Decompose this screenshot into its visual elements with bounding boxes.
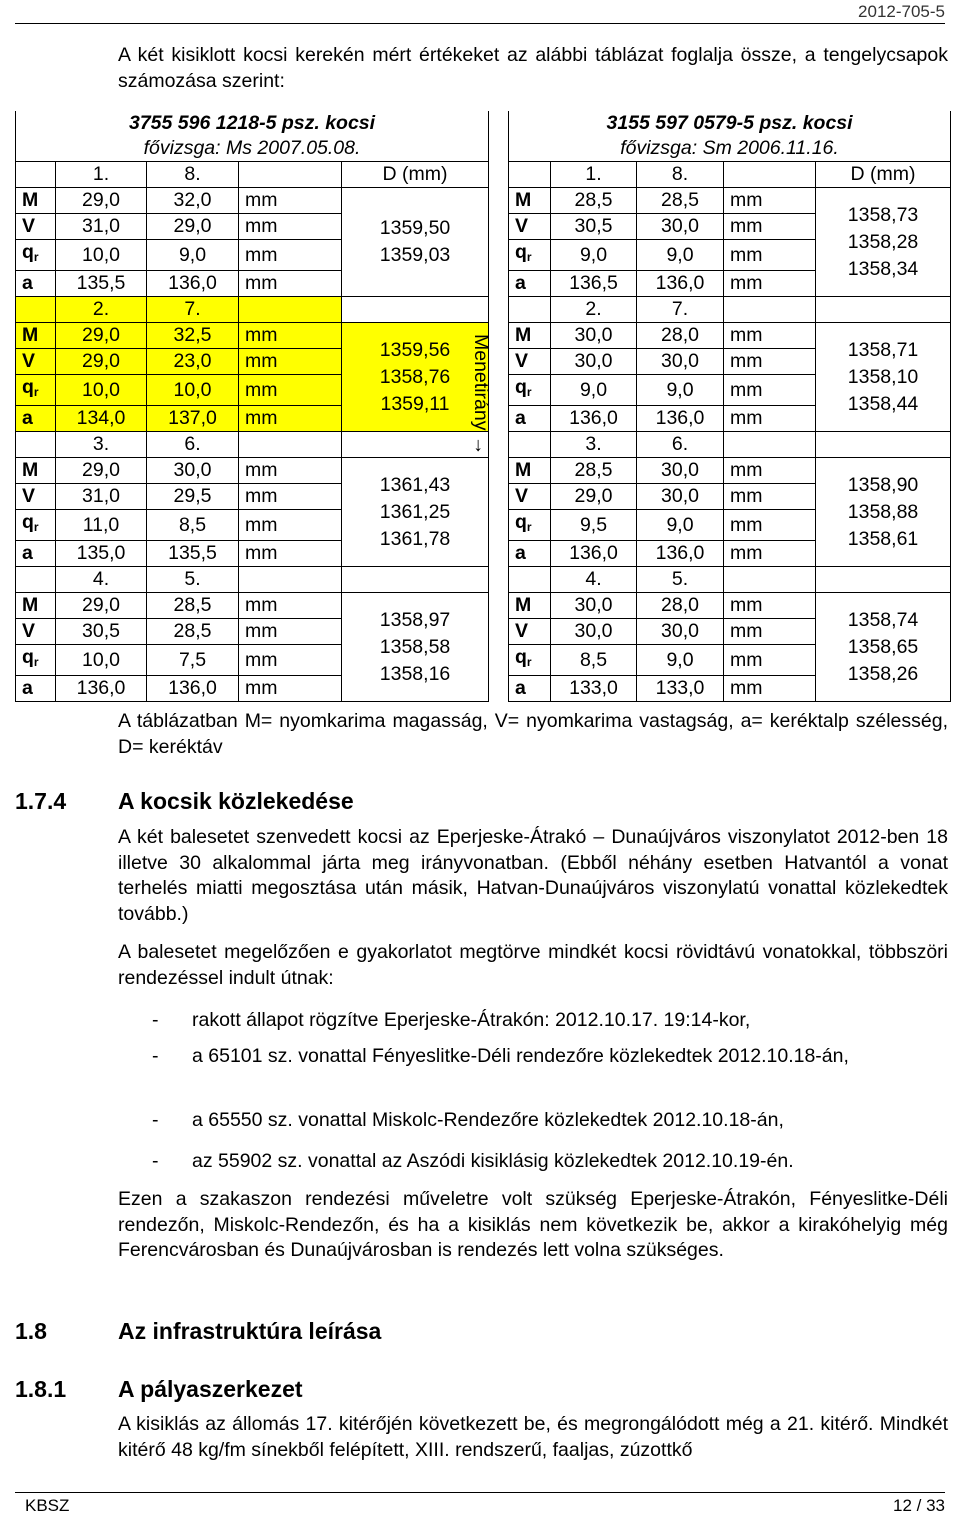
unit-cell: mm	[724, 323, 816, 349]
unit-cell: mm	[724, 271, 816, 297]
value-cell: 133,0	[551, 676, 637, 702]
value-cell: 136,5	[551, 271, 637, 297]
wheel-distance-value: 1359,11	[380, 392, 450, 415]
value-cell: 9,5	[551, 510, 637, 541]
table-row	[16, 593, 489, 619]
row-label: $q_r$	[509, 645, 551, 676]
value-cell: 28,5	[637, 188, 724, 214]
unit-cell: mm	[724, 645, 816, 676]
axle-header-blank	[816, 567, 951, 593]
row-label: V	[509, 349, 551, 375]
row-label: V	[16, 349, 56, 375]
axle-number: 1.	[56, 162, 147, 188]
unit-cell: mm	[724, 619, 816, 645]
subscript: r	[33, 520, 39, 534]
row-label: M	[16, 188, 56, 214]
axle-header-blank	[509, 297, 551, 323]
unit-cell: mm	[239, 484, 342, 510]
page-number: 12 / 33	[893, 1496, 945, 1515]
axle-header-blank	[342, 567, 489, 593]
section-1-7-4-title: A kocsik közlekedése	[118, 788, 354, 814]
table-title: 3755 596 1218-5 psz. kocsi	[16, 111, 489, 136]
subscript: r	[33, 655, 39, 669]
axle-header-blank	[16, 162, 56, 188]
unit-cell: mm	[724, 375, 816, 406]
row-label: V	[16, 214, 56, 240]
table-row	[509, 323, 951, 349]
axle-header-blank	[239, 567, 342, 593]
value-cell: 29,0	[56, 323, 147, 349]
value-cell: 10,0	[56, 375, 147, 406]
row-label: V	[509, 619, 551, 645]
row-label: $q_r$	[509, 510, 551, 541]
value-cell: 9,0	[637, 375, 724, 406]
wheel-distance-value: 1358,90	[847, 473, 919, 496]
value-cell: 30,0	[637, 619, 724, 645]
unit-cell: mm	[239, 214, 342, 240]
value-cell: 23,0	[147, 349, 239, 375]
value-cell: 30,0	[551, 323, 637, 349]
value-cell: 29,0	[56, 188, 147, 214]
wheel-distance-cell	[342, 188, 489, 297]
value-cell: 136,0	[147, 271, 239, 297]
axle-number: 2.	[56, 297, 147, 323]
unit-cell: mm	[724, 240, 816, 271]
value-cell: 135,0	[56, 541, 147, 567]
unit-cell: mm	[724, 188, 816, 214]
wheel-distance-value: 1359,56	[379, 338, 451, 361]
value-cell: 30,0	[551, 619, 637, 645]
axle-header-blank	[724, 297, 816, 323]
right-wheel-table	[508, 111, 951, 702]
row-label: V	[16, 619, 56, 645]
value-cell: 9,0	[637, 510, 724, 541]
row-label: V	[16, 484, 56, 510]
d-header: D (mm)	[342, 162, 489, 188]
value-cell: 30,0	[637, 214, 724, 240]
value-cell: 9,0	[637, 645, 724, 676]
value-cell: 136,0	[551, 406, 637, 432]
direction-label: Menetirány →	[470, 334, 492, 456]
value-cell: 9,0	[637, 240, 724, 271]
value-cell: 8,5	[147, 510, 239, 541]
row-label: a	[509, 676, 551, 702]
bullet-item: - rakott állapot rögzítve Eperjeske-Átrakón: 2012.10.17. 19:14-kor,	[152, 1009, 751, 1031]
value-cell: 30,0	[551, 349, 637, 375]
wheel-distance-cell	[816, 458, 951, 567]
section-1-7-4-paragraph-2: A balesetet megelőzően e gyakorlatot megtörve mindkét kocsi rövidtávú vonatokkal, többszöri rendezéssel indult útnak:	[118, 941, 948, 989]
axle-number: 5.	[637, 567, 724, 593]
value-cell: 136,0	[147, 676, 239, 702]
wheel-distance-value: 1358,73	[847, 203, 919, 226]
section-1-7-4-paragraph-1: A két balesetet szenvedett kocsi az Eperjeske-Átrakó – Dunaújváros viszonylatot 2012-ben 18 illetve 30 alkalommal járta meg irányvonatban. (Ebből néhány esetben Hatvantól a vonat terhelés miatti megosztása után másik, Hatvan-Dunaújváros viszonylatú vonattal közlekedtek tovább.)	[118, 826, 948, 925]
value-cell: 136,0	[56, 676, 147, 702]
row-label: a	[16, 271, 56, 297]
axle-number: 4.	[56, 567, 147, 593]
wheel-distance-value: 1358,26	[847, 662, 919, 685]
value-cell: 30,0	[551, 593, 637, 619]
value-cell: 10,0	[56, 645, 147, 676]
row-label: M	[509, 593, 551, 619]
section-1-8-number: 1.8	[15, 1318, 47, 1344]
unit-cell: mm	[724, 484, 816, 510]
axle-header-blank	[342, 297, 489, 323]
axle-number: 7.	[637, 297, 724, 323]
unit-cell: mm	[239, 541, 342, 567]
footer-rule	[15, 1492, 945, 1493]
value-cell: 30,5	[56, 619, 147, 645]
value-cell: 136,0	[637, 541, 724, 567]
value-cell: 29,0	[56, 349, 147, 375]
subscript: r	[526, 655, 532, 669]
unit-cell: mm	[724, 406, 816, 432]
axle-header-blank	[239, 432, 342, 458]
axle-number: 5.	[147, 567, 239, 593]
value-cell: 30,0	[147, 458, 239, 484]
unit-cell: mm	[724, 458, 816, 484]
table-legend: A táblázatban M= nyomkarima magasság, V= nyomkarima vastagság, a= keréktalp szélesség, D= keréktáv	[118, 710, 948, 758]
unit-cell: mm	[239, 645, 342, 676]
axle-number: 3.	[551, 432, 637, 458]
value-cell: 8,5	[551, 645, 637, 676]
value-cell: 28,5	[551, 188, 637, 214]
value-cell: 28,0	[637, 323, 724, 349]
value-cell: 10,0	[147, 375, 239, 406]
unit-cell: mm	[239, 188, 342, 214]
subscript: r	[33, 250, 39, 264]
axle-header-blank	[509, 432, 551, 458]
row-label: a	[16, 406, 56, 432]
row-label: $q_r$	[509, 375, 551, 406]
axle-number: 6.	[147, 432, 239, 458]
subscript: r	[526, 385, 532, 399]
row-label: M	[16, 593, 56, 619]
section-1-8-1-paragraph: A kisiklás az állomás 17. kitérőjén következett be, és megrongálódott még a 21. kitérő. Mindkét kitérő 48 kg/fm sínekből felépített, XIII. rendszerű, faaljas, zúzottkő	[118, 1413, 948, 1461]
wheel-distance-cell	[816, 593, 951, 702]
axle-number: 8.	[637, 162, 724, 188]
row-label: M	[16, 458, 56, 484]
section-1-8-1-title: A pályaszerkezet	[118, 1376, 303, 1402]
wheel-distance-value: 1358,88	[847, 500, 919, 523]
value-cell: 136,0	[551, 541, 637, 567]
table-row	[509, 593, 951, 619]
axle-header-blank	[816, 432, 951, 458]
value-cell: 135,5	[56, 271, 147, 297]
unit-cell: mm	[239, 676, 342, 702]
wheel-distance-value: 1358,76	[379, 365, 451, 388]
wheel-distance-cell	[816, 323, 951, 432]
wheel-distance-value: 1358,10	[847, 365, 919, 388]
wheel-distance-value: 1358,61	[847, 527, 919, 550]
section-1-8-1-number: 1.8.1	[15, 1376, 67, 1402]
row-label: a	[509, 541, 551, 567]
bullet-item: - az 55902 sz. vonattal az Aszódi kisiklásig közlekedtek 2012.10.19-én.	[152, 1150, 794, 1172]
value-cell: 29,0	[56, 458, 147, 484]
axle-number: 4.	[551, 567, 637, 593]
bullet-item: - a 65101 sz. vonattal Fényeslitke-Déli rendezőre közlekedtek 2012.10.18-án,	[152, 1045, 849, 1067]
value-cell: 7,5	[147, 645, 239, 676]
table-title: 3155 597 0579-5 psz. kocsi	[509, 111, 951, 136]
axle-number: 8.	[147, 162, 239, 188]
axle-header-blank	[724, 162, 816, 188]
table-row	[16, 323, 489, 349]
value-cell: 134,0	[56, 406, 147, 432]
unit-cell: mm	[239, 271, 342, 297]
section-1-7-4-number: 1.7.4	[15, 788, 67, 814]
value-cell: 137,0	[147, 406, 239, 432]
value-cell: 29,0	[551, 484, 637, 510]
axle-header-blank	[816, 297, 951, 323]
unit-cell: mm	[239, 349, 342, 375]
row-label: $q_r$	[16, 510, 56, 541]
axle-number: 1.	[551, 162, 637, 188]
unit-cell: mm	[239, 375, 342, 406]
table-row	[509, 458, 951, 484]
wheel-distance-value: 1361,78	[379, 527, 451, 550]
section-1-7-4-paragraph-3: Ezen a szakaszon rendezési műveletre volt szükség Eperjeske-Átrakón, Fényeslitke-Déli rendezőn, Miskolc-Rendezőn, és ha a kisiklás nem következik be, akkor a kirakóhelyig még Ferencvárosban és Dunaújvárosban is rendezés lett volna szükséges.	[118, 1188, 948, 1261]
axle-header-blank	[724, 432, 816, 458]
value-cell: 29,0	[147, 214, 239, 240]
unit-cell: mm	[239, 240, 342, 271]
value-cell: 29,0	[56, 593, 147, 619]
subscript: r	[526, 520, 532, 534]
wheel-distance-value: 1358,71	[847, 338, 919, 361]
left-wheel-table	[15, 111, 489, 702]
subscript: r	[526, 250, 532, 264]
row-label: $q_r$	[16, 375, 56, 406]
table-row	[16, 188, 489, 214]
axle-header-blank	[16, 297, 56, 323]
row-label: M	[509, 458, 551, 484]
section-1-8-title: Az infrastruktúra leírása	[118, 1318, 382, 1344]
value-cell: 9,0	[551, 240, 637, 271]
axle-header-blank	[16, 567, 56, 593]
value-cell: 28,5	[147, 619, 239, 645]
axle-header-blank	[239, 297, 342, 323]
value-cell: 32,0	[147, 188, 239, 214]
value-cell: 30,0	[637, 484, 724, 510]
value-cell: 11,0	[56, 510, 147, 541]
value-cell: 9,0	[147, 240, 239, 271]
unit-cell: mm	[724, 510, 816, 541]
unit-cell: mm	[724, 349, 816, 375]
wheel-distance-value: 1358,34	[847, 257, 919, 280]
wheel-distance-value: 1361,43	[379, 473, 451, 496]
axle-header-blank	[509, 567, 551, 593]
axle-header-blank	[724, 567, 816, 593]
header-rule	[15, 23, 945, 24]
subscript: r	[33, 385, 39, 399]
intro-paragraph: A két kisiklott kocsi kerekén mért értékeket az alábbi táblázat foglalja össze, a tengelycsapok számozása szerint:	[118, 44, 948, 92]
row-label: $q_r$	[16, 240, 56, 271]
axle-number: 7.	[147, 297, 239, 323]
wheel-distance-cell	[342, 593, 489, 702]
unit-cell: mm	[239, 406, 342, 432]
table-row	[16, 458, 489, 484]
value-cell: 135,5	[147, 541, 239, 567]
wheel-distance-value: 1358,97	[379, 608, 451, 631]
value-cell: 28,5	[147, 593, 239, 619]
row-label: M	[16, 323, 56, 349]
unit-cell: mm	[239, 510, 342, 541]
unit-cell: mm	[239, 619, 342, 645]
wheel-distance-value: 1358,58	[379, 635, 451, 658]
row-label: V	[509, 484, 551, 510]
wheel-distance-value: 1359,50	[379, 217, 451, 239]
value-cell: 9,0	[551, 375, 637, 406]
value-cell: 28,5	[551, 458, 637, 484]
axle-header-blank	[509, 162, 551, 188]
unit-cell: mm	[239, 458, 342, 484]
row-label: a	[509, 406, 551, 432]
axle-number: 6.	[637, 432, 724, 458]
wheel-distance-value: 1358,65	[847, 635, 919, 658]
unit-cell: mm	[724, 541, 816, 567]
value-cell: 136,0	[637, 271, 724, 297]
unit-cell: mm	[239, 593, 342, 619]
value-cell: 133,0	[637, 676, 724, 702]
axle-number: 2.	[551, 297, 637, 323]
value-cell: 31,0	[56, 214, 147, 240]
row-label: a	[16, 541, 56, 567]
unit-cell: mm	[724, 214, 816, 240]
wheel-distance-cell	[816, 188, 951, 297]
wheel-distance-value: 1361,25	[379, 500, 451, 523]
bullet-item: - a 65550 sz. vonattal Miskolc-Rendezőre közlekedtek 2012.10.18-án,	[152, 1109, 784, 1131]
wheel-distance-value: 1358,44	[847, 392, 919, 415]
axle-header-blank	[239, 162, 342, 188]
table-subtitle: fővizsga: Ms 2007.05.08.	[16, 136, 489, 162]
value-cell: 30,0	[637, 349, 724, 375]
row-label: M	[509, 188, 551, 214]
value-cell: 136,0	[637, 406, 724, 432]
value-cell: 32,5	[147, 323, 239, 349]
value-cell: 28,0	[637, 593, 724, 619]
unit-cell: mm	[724, 593, 816, 619]
unit-cell: mm	[724, 676, 816, 702]
wheel-distance-value: 1358,16	[379, 662, 451, 685]
value-cell: 30,5	[551, 214, 637, 240]
wheel-distance-value: 1358,28	[847, 230, 919, 253]
value-cell: 10,0	[56, 240, 147, 271]
axle-number: 3.	[56, 432, 147, 458]
row-label: a	[16, 676, 56, 702]
document-id: 2012-705-5	[858, 2, 945, 21]
unit-cell: mm	[239, 323, 342, 349]
row-label: V	[509, 214, 551, 240]
row-label: a	[509, 271, 551, 297]
axle-header-blank	[16, 432, 56, 458]
value-cell: 29,5	[147, 484, 239, 510]
wheel-distance-value: 1358,74	[847, 608, 919, 631]
value-cell: 30,0	[637, 458, 724, 484]
footer-left: KBSZ	[25, 1496, 70, 1515]
row-label: $q_r$	[509, 240, 551, 271]
value-cell: 31,0	[56, 484, 147, 510]
d-header: D (mm)	[816, 162, 951, 188]
wheel-distance-value: 1359,03	[379, 244, 451, 266]
row-label: $q_r$	[16, 645, 56, 676]
table-subtitle: fővizsga: Sm 2006.11.16.	[509, 136, 951, 162]
table-row	[509, 188, 951, 214]
row-label: M	[509, 323, 551, 349]
